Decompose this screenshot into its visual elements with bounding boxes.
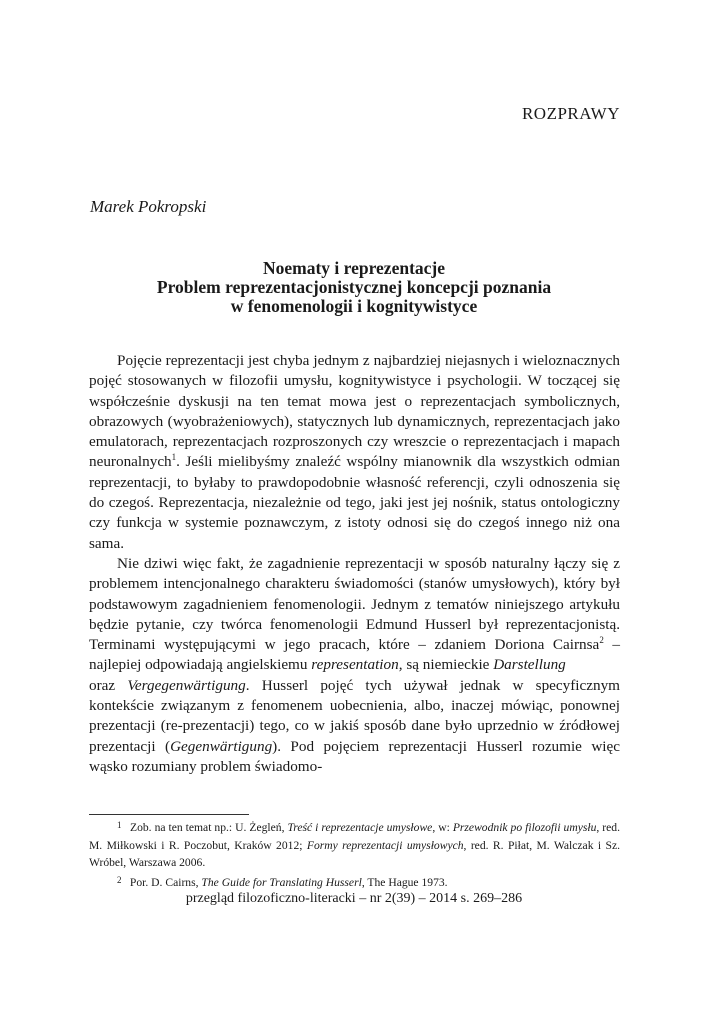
footnote-number: 1 <box>117 820 122 830</box>
italic-term: Darstellung <box>493 656 566 674</box>
text-run: , red. M. Miłkowski i R. Poczobut, Kraków 2012; <box>89 821 620 852</box>
text-run: Zob. na ten temat np.: U. Żegleń, <box>130 821 288 834</box>
title-line-1: Noematy i reprezentacje <box>262 258 446 278</box>
italic-title: Formy reprezentacji umysłowych <box>306 838 464 852</box>
text-run: , The Hague 1973. <box>361 875 448 889</box>
footnote-ref-2: 2 <box>599 635 604 646</box>
italic-term: representation, <box>311 656 403 674</box>
text-run: Nie dziwi więc fakt, że zagadnienie reprezentacji w sposób naturalny łączy się z problemem intencjonalnego charakteru świadomości (stanów umysłowych), który był podstawowym zagadnieniem fenomenologii. Jednym z tematów niniejszego artykułu będzie pytanie, czy twórca fenomenologii Edmund Husserl był reprezentacjonistą. Terminami występującymi w jego pracach, które – zdaniem Doriona Cairnsa <box>89 554 620 654</box>
text-run: . Jeśli mielibyśmy znaleźć wspólny mianownik dla wszystkich odmian reprezentacji, to byłaby to prawdopodobnie własność referencji, czyli odnoszenia się do czegoś. Reprezentacja, niezależnie od tego, jaki jest jej nośnik, status ontologiczny czy funkcja w systemie poznawczym, z istoty odnosi się do czegoś innego niż ona sama. <box>89 453 620 552</box>
text-run: ). Pod pojęciem reprezentacji Husserl rozumie więc wąsko rozumiany problem świadomo- <box>89 737 620 775</box>
italic-title: Przewodnik po filozofii umysłu <box>452 821 597 834</box>
article-title <box>84 259 624 316</box>
text-run: Por. D. Cairns, <box>129 875 202 889</box>
journal-footer: przegląd filozoficzno-literacki – nr 2(39) – 2014 s. 269–286 <box>185 891 523 906</box>
italic-title: The Guide for Translating Husserl <box>201 875 362 889</box>
italic-term: Vergegenwärtigung <box>127 676 246 694</box>
text-run: – najlepiej odpowiadają angielskiemu <box>89 636 621 674</box>
article-body <box>89 351 620 777</box>
body-paragraph-1 <box>89 351 620 554</box>
text-run: , red. R. Piłat, M. Walczak i Sz. Wróbel, Warszawa 2006. <box>89 838 620 869</box>
title-line-2: Problem reprezentacjonistycznej koncepcji poznania <box>156 277 552 297</box>
body-paragraph-2 <box>89 554 620 777</box>
author-name: Marek Pokropski <box>90 197 207 216</box>
footnote-number: 2 <box>117 874 122 885</box>
section-label: ROZPRAWY <box>521 104 620 123</box>
text-run: są niemieckie <box>402 656 494 674</box>
text-run: . Husserl pojęć tych używał jednak w specyficznym kontekście związanym z fenomenem uobecnienia, albo, inaczej mówiąc, ponownej prezentacji (re-prezentacji) tego, co w jakiś sposób dane było uprzednio w źródłowej prezentacji ( <box>89 676 620 755</box>
footnote-divider <box>89 814 249 815</box>
italic-term: Gegenwärtigung <box>170 737 273 755</box>
text-run: Pojęcie reprezentacji jest chyba jednym z najbardziej niejasnych i wieloznacznych pojęć stosowanych w filozofii umysłu, kognitywistyce i psychologii. W toczącej się współcześnie dyskusji na ten temat mowa jest o reprezentacjach symbolicznych, obrazowych (wyobrażeniowych), statycznych lub dynamicznych, reprezentacjach jako emulatorach, reprezentacjach rozproszonych czy wreszcie o reprezentacjach i mapach neuronalnych <box>89 352 620 471</box>
footnote-ref-1: 1 <box>171 452 177 463</box>
footnotes <box>89 817 620 891</box>
italic-title: Treść i reprezentacje umysłowe <box>287 821 433 834</box>
footnote-1 <box>89 817 620 872</box>
text-run: oraz <box>89 676 128 694</box>
text-run: , w: <box>432 821 453 834</box>
footnote-2 <box>89 872 620 892</box>
title-line-3: w fenomenologii i kognitywistyce <box>230 296 478 316</box>
